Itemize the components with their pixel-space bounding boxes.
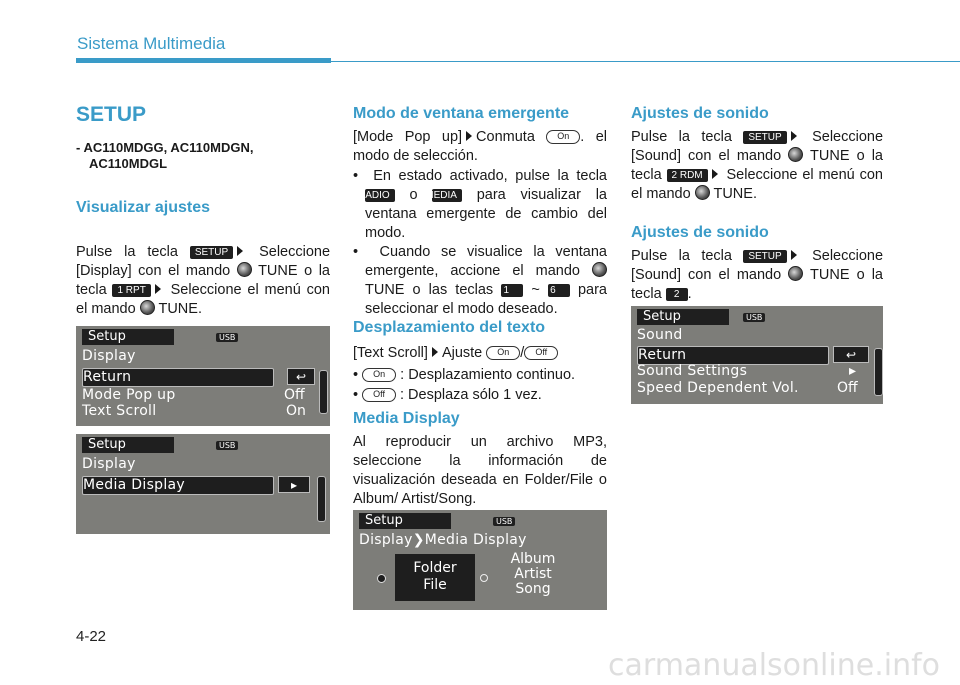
radio-selected-icon	[377, 574, 386, 583]
text: Ajuste	[441, 345, 483, 361]
scrollbar	[319, 370, 328, 414]
preset-key-1: 1	[501, 284, 523, 297]
text: : Desplaza sólo 1 vez.	[399, 387, 542, 403]
on-pill: On	[486, 346, 520, 360]
rpt-key: 1 RPT	[112, 284, 150, 297]
text: Seleccione [Display] con el mando	[76, 244, 331, 279]
text: Conmuta	[476, 129, 535, 145]
header-rule-thin	[331, 61, 960, 62]
off-pill: Off	[524, 346, 558, 360]
option-line: Album	[510, 551, 556, 567]
scroll-heading: Desplazamiento del texto	[353, 319, 546, 336]
on-pill: On	[546, 130, 580, 144]
screen-title: Setup	[82, 437, 174, 453]
text: TUNE o la tecla	[631, 267, 883, 302]
screen-row: Mode Pop up	[82, 387, 176, 403]
preset-key-6: 6	[548, 284, 570, 297]
screen-value: Off	[837, 380, 858, 396]
media-heading: Media Display	[353, 410, 460, 427]
text: Seleccione [Sound] con el mando	[631, 129, 884, 164]
usb-badge: USB	[743, 313, 765, 322]
sound-heading-1: Ajustes de sonido	[631, 105, 769, 122]
chevron-right-icon: ▸	[849, 363, 857, 379]
screen-row: Display	[82, 456, 136, 472]
tune-knob-icon	[788, 147, 803, 162]
setup-key: SETUP	[190, 246, 233, 259]
text: Seleccione [Sound] con el mando	[631, 248, 884, 283]
screen-row-selected: Return	[82, 368, 274, 387]
text: Seleccione el menú con el mando	[76, 282, 330, 317]
text: para visualizar la ventana emergente de cambio del modo.	[365, 187, 607, 241]
text: Pulse la tecla	[631, 129, 732, 145]
scroll-on-item: • On : Desplazamiento continuo.	[353, 367, 576, 383]
display-instructions	[76, 243, 330, 319]
text: TUNE.	[158, 301, 202, 317]
screen-sound-setup	[631, 306, 883, 404]
sound-heading-2: Ajustes de sonido	[631, 224, 769, 241]
arrow-icon	[432, 347, 438, 357]
arrow-icon	[237, 246, 243, 256]
text: para seleccionar el modo deseado.	[365, 282, 607, 317]
text: Seleccione el menú con el mando	[631, 167, 883, 202]
arrow-icon	[466, 131, 472, 141]
text: : Desplazamiento continuo.	[400, 367, 576, 383]
screen-title: Setup	[637, 309, 729, 325]
popup-heading: Modo de ventana emergente	[353, 105, 570, 122]
arrow-icon	[791, 131, 797, 141]
setup-key: SETUP	[743, 131, 786, 144]
text: .	[687, 286, 692, 302]
model-line-2: AC110MDGL	[89, 156, 168, 171]
usb-badge: USB	[216, 441, 238, 450]
tune-knob-icon	[237, 262, 252, 277]
screen-media-display-setup	[76, 434, 330, 534]
screen-row: Display	[82, 348, 136, 364]
screen-value: Off	[284, 387, 305, 403]
media-key: MEDIA	[432, 189, 462, 202]
screen-row: Sound	[637, 327, 683, 343]
text: TUNE o la tecla	[76, 263, 330, 298]
chevron-right-icon: ▸	[278, 476, 310, 493]
text: [Text Scroll]	[353, 345, 428, 361]
tune-knob-icon	[695, 185, 710, 200]
option-line: File	[423, 577, 447, 593]
arrow-icon	[791, 250, 797, 260]
screen-title: Setup	[359, 513, 451, 529]
screen-row: Text Scroll	[82, 403, 157, 419]
text: /	[520, 345, 525, 361]
list-item: • Cuando se visualice la ventana emergente, accione el mando TUNE o las teclas 1 ~ 6 para seleccionar el modo deseado.	[353, 244, 607, 317]
screen-path: Display❯Media Display	[359, 532, 527, 548]
sound-instructions-2	[631, 247, 883, 304]
model-list	[76, 140, 330, 172]
preset-key-2: 2	[666, 288, 688, 301]
return-icon: ↩	[287, 368, 315, 385]
text: En estado activado, pulse la tecla	[373, 168, 607, 184]
list-item: • En estado activado, pulse la tecla RADIO o MEDIA para visualizar la ventana emergente de cambio del modo.	[353, 168, 607, 241]
screen-row: Speed Dependent Vol.	[637, 380, 799, 396]
screen-row-selected: Media Display	[82, 476, 274, 495]
watermark: carmanualsonline.info	[608, 648, 940, 683]
setup-key: SETUP	[743, 250, 786, 263]
option-folder-file	[395, 554, 475, 601]
option-line: Song	[515, 581, 551, 597]
tune-knob-icon	[788, 266, 803, 281]
page-header-title: Sistema Multimedia	[77, 34, 226, 53]
media-paragraph: Al reproducir un archivo MP3, seleccione la información de visualización deseada en Folder/File o Album/ Artist/Song.	[353, 434, 607, 507]
page-number: 4-22	[76, 628, 107, 645]
screen-value: On	[286, 403, 306, 419]
header-rule	[76, 58, 331, 63]
screen-display-setup	[76, 326, 330, 426]
text: TUNE o la tecla	[631, 148, 883, 183]
usb-badge: USB	[493, 517, 515, 526]
text: TUNE.	[713, 186, 757, 202]
option-album-artist-song	[493, 552, 573, 597]
radio-key: RADIO	[365, 189, 395, 202]
screen-title: Setup	[82, 329, 174, 345]
text: [Mode Pop up]	[353, 129, 463, 145]
scroll-off-item: • Off : Desplaza sólo 1 vez.	[353, 387, 542, 403]
screen-media-display	[353, 510, 607, 610]
text: ~	[531, 282, 540, 298]
text: Pulse la tecla	[76, 244, 178, 260]
model-line-1: - AC110MDGG, AC110MDGN,	[76, 140, 254, 155]
text: . el modo de selección.	[353, 129, 607, 164]
subsection-title: Visualizar ajustes	[76, 199, 210, 216]
screen-row-selected: Return	[637, 346, 829, 365]
text: Cuando se visualice la ventana emergente, accione el mando	[365, 244, 607, 279]
sound-instructions-1	[631, 128, 883, 204]
scrollbar	[874, 348, 883, 396]
arrow-icon	[155, 284, 161, 294]
usb-badge: USB	[216, 333, 238, 342]
option-line: Folder	[413, 560, 457, 576]
tune-knob-icon	[592, 262, 607, 277]
popup-instructions	[353, 128, 607, 166]
text: Pulse la tecla	[631, 248, 732, 264]
popup-bullets	[353, 167, 607, 319]
rdm-key: 2 RDM	[667, 169, 708, 182]
text: TUNE o las teclas	[365, 282, 494, 298]
section-title: SETUP	[76, 103, 147, 126]
option-line: Artist	[514, 566, 552, 582]
arrow-icon	[712, 169, 718, 179]
screen-row: Sound Settings	[637, 363, 748, 379]
off-pill: Off	[362, 388, 396, 402]
tune-knob-icon	[140, 300, 155, 315]
scroll-instructions	[353, 344, 607, 363]
text: o	[409, 187, 418, 203]
on-pill: On	[362, 368, 396, 382]
return-icon: ↩	[833, 346, 869, 363]
scrollbar	[317, 476, 326, 522]
radio-unselected-icon	[480, 574, 488, 582]
